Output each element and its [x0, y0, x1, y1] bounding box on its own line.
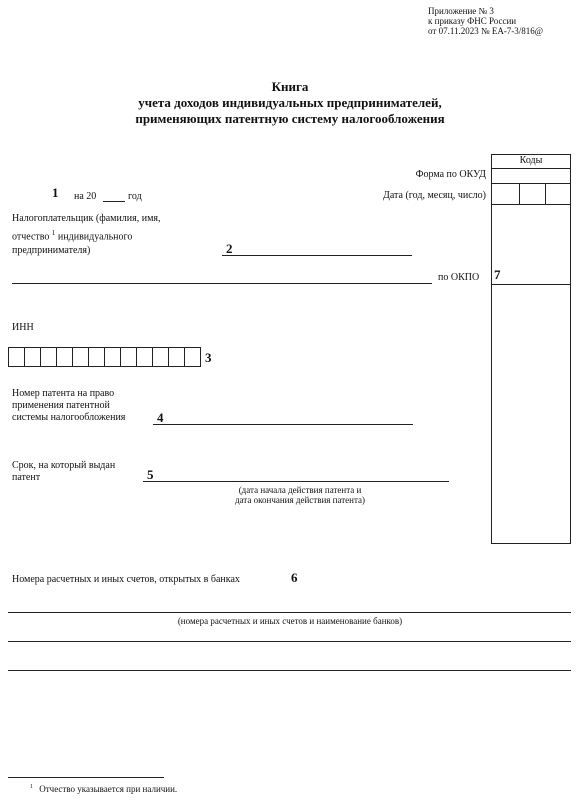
- taxpayer-label-line2a: отчество: [12, 231, 50, 243]
- inn-cell[interactable]: [184, 347, 201, 367]
- codes-column: [491, 154, 571, 544]
- patent-label-line3: системы налогообложения: [12, 412, 126, 423]
- okpo-marker: 7: [494, 267, 501, 282]
- year-input-line[interactable]: [103, 201, 125, 202]
- okpo-label: по ОКПО: [438, 272, 480, 283]
- taxpayer-label-line2: [12, 226, 202, 244]
- inn-cell[interactable]: [8, 347, 25, 367]
- inn-cells[interactable]: [8, 347, 200, 367]
- taxpayer-label-line1: Налогоплательщик (фамилия, имя,: [12, 213, 161, 224]
- period-label: [12, 460, 162, 484]
- okud-label: Форма по ОКУД: [415, 169, 486, 180]
- accounts-line-2[interactable]: [8, 641, 571, 642]
- order-reference-line3: от 07.11.2023 № ЕА-7-3/816@: [428, 26, 544, 36]
- footnote: [30, 782, 177, 794]
- period-line[interactable]: [143, 481, 449, 482]
- patent-label-line1: Номер патента на право: [12, 388, 115, 399]
- title-line2: учета доходов индивидуальных предпринимателей,: [138, 95, 442, 110]
- title-line1: Книга: [271, 79, 309, 94]
- period-note: [200, 485, 400, 505]
- inn-cell[interactable]: [104, 347, 121, 367]
- taxpayer-name-line[interactable]: [222, 255, 412, 256]
- patent-label: [12, 388, 162, 424]
- taxpayer-marker: 2: [226, 241, 233, 256]
- inn-cell[interactable]: [136, 347, 153, 367]
- inn-cell[interactable]: [40, 347, 57, 367]
- page-title: [60, 79, 520, 127]
- footnote-text: Отчество указывается при наличии.: [39, 784, 178, 794]
- inn-cell[interactable]: [168, 347, 185, 367]
- accounts-label: Номера расчетных и иных счетов, открытых в банках: [12, 574, 240, 585]
- order-reference: [428, 6, 578, 36]
- accounts-note: (номера расчетных и иных счетов и наименование банков): [177, 616, 403, 626]
- period-note-line2: дата окончания действия патента): [234, 495, 366, 505]
- year-suffix: год: [128, 191, 142, 202]
- inn-cell[interactable]: [24, 347, 41, 367]
- period-label-line1: Срок, на который выдан: [12, 460, 116, 471]
- taxpayer-name-line-2[interactable]: [12, 283, 432, 284]
- inn-label: ИНН: [12, 322, 34, 333]
- footnote-separator: [8, 777, 164, 778]
- period-note-line1: (дата начала действия патента и: [238, 485, 362, 495]
- codes-divider-2: [491, 183, 571, 184]
- year-marker: 1: [52, 185, 59, 200]
- patent-number-line[interactable]: [153, 424, 413, 425]
- codes-divider-1: [491, 168, 571, 169]
- inn-cell[interactable]: [88, 347, 105, 367]
- order-reference-line1: Приложение № 3: [428, 6, 494, 16]
- footnote-marker: 1: [30, 784, 33, 790]
- period-marker: 5: [147, 467, 154, 482]
- patent-marker: 4: [157, 410, 164, 425]
- year-prefix: на 20: [74, 191, 97, 202]
- codes-divider-4: [491, 284, 571, 285]
- accounts-marker: 6: [291, 570, 298, 585]
- date-label: Дата (год, месяц, число): [383, 190, 486, 201]
- inn-cell[interactable]: [56, 347, 73, 367]
- taxpayer-label-line2b: индивидуального: [57, 231, 133, 243]
- inn-cell[interactable]: [152, 347, 169, 367]
- taxpayer-label-line3: предпринимателя): [12, 245, 91, 257]
- title-line3: применяющих патентную систему налогообложения: [135, 111, 445, 126]
- order-reference-line2: к приказу ФНС России: [428, 16, 517, 26]
- patent-label-line2: применения патентной: [12, 400, 110, 411]
- inn-cell[interactable]: [72, 347, 89, 367]
- codes-header: Коды: [519, 155, 543, 166]
- accounts-line-3[interactable]: [8, 670, 571, 671]
- date-cell-divider-1: [519, 183, 520, 204]
- inn-cell[interactable]: [120, 347, 137, 367]
- footnote-ref: 1: [51, 229, 56, 237]
- accounts-line-1[interactable]: [8, 612, 571, 613]
- inn-marker: 3: [205, 350, 212, 365]
- date-cell-divider-2: [545, 183, 546, 204]
- taxpayer-label: [12, 212, 202, 258]
- period-label-line2: патент: [12, 472, 41, 483]
- codes-divider-3: [491, 204, 571, 205]
